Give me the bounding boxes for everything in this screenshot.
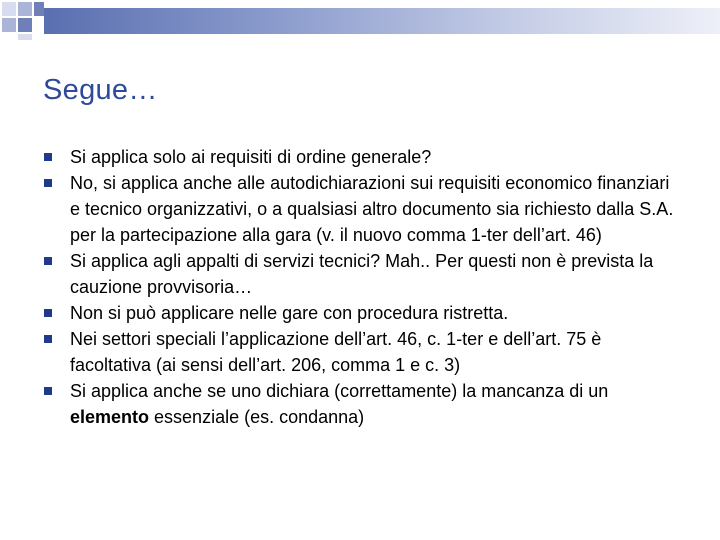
decor-square (2, 18, 16, 32)
square-bullet-icon (44, 387, 52, 395)
decor-square (18, 18, 32, 32)
bullet-text: No, si applica anche alle autodichiarazioni sui requisiti economico finanziari e tecnico organizzativi, o a qualsiasi altro documento sia richiesto dalla S.A. per la partecipazione alla gara (v. il nuovo comma 1-ter dell’art. 46) (70, 173, 674, 245)
square-bullet-icon (44, 257, 52, 265)
square-bullet-icon (44, 335, 52, 343)
square-bullet-icon (44, 179, 52, 187)
bullet-item (44, 170, 684, 248)
square-bullet-icon (44, 153, 52, 161)
square-bullet-icon (44, 309, 52, 317)
bullet-item (44, 300, 684, 326)
bullet-text-before: Si applica anche se uno dichiara (correttamente) la mancanza di un (70, 381, 609, 401)
decor-square (18, 2, 32, 16)
bullet-text: Nei settori speciali l’applicazione dell’art. 46, c. 1-ter e dell’art. 75 è facoltativa (ai sensi dell’art. 206, comma 1 e c. 3) (70, 329, 602, 375)
bullet-text: Si applica solo ai requisiti di ordine generale? (70, 147, 432, 167)
header-gradient-bar (44, 8, 720, 34)
bullet-item (44, 326, 684, 378)
bullet-text: Si applica agli appalti di servizi tecnici? Mah.. Per questi non è prevista la cauzione provvisoria… (70, 251, 654, 297)
bullet-item (44, 144, 684, 170)
decor-square (18, 34, 32, 40)
bullet-bold-word: elemento (70, 407, 150, 427)
bullet-list (44, 144, 684, 430)
bullet-text-after: essenziale (es. condanna) (149, 407, 365, 427)
bullet-item (44, 248, 684, 300)
header-decoration (0, 0, 720, 40)
decor-square (34, 2, 44, 16)
decor-square (2, 2, 16, 16)
slide-title: Segue… (43, 74, 158, 106)
bullet-text: Non si può applicare nelle gare con procedura ristretta. (70, 303, 509, 323)
bullet-item (44, 378, 684, 430)
